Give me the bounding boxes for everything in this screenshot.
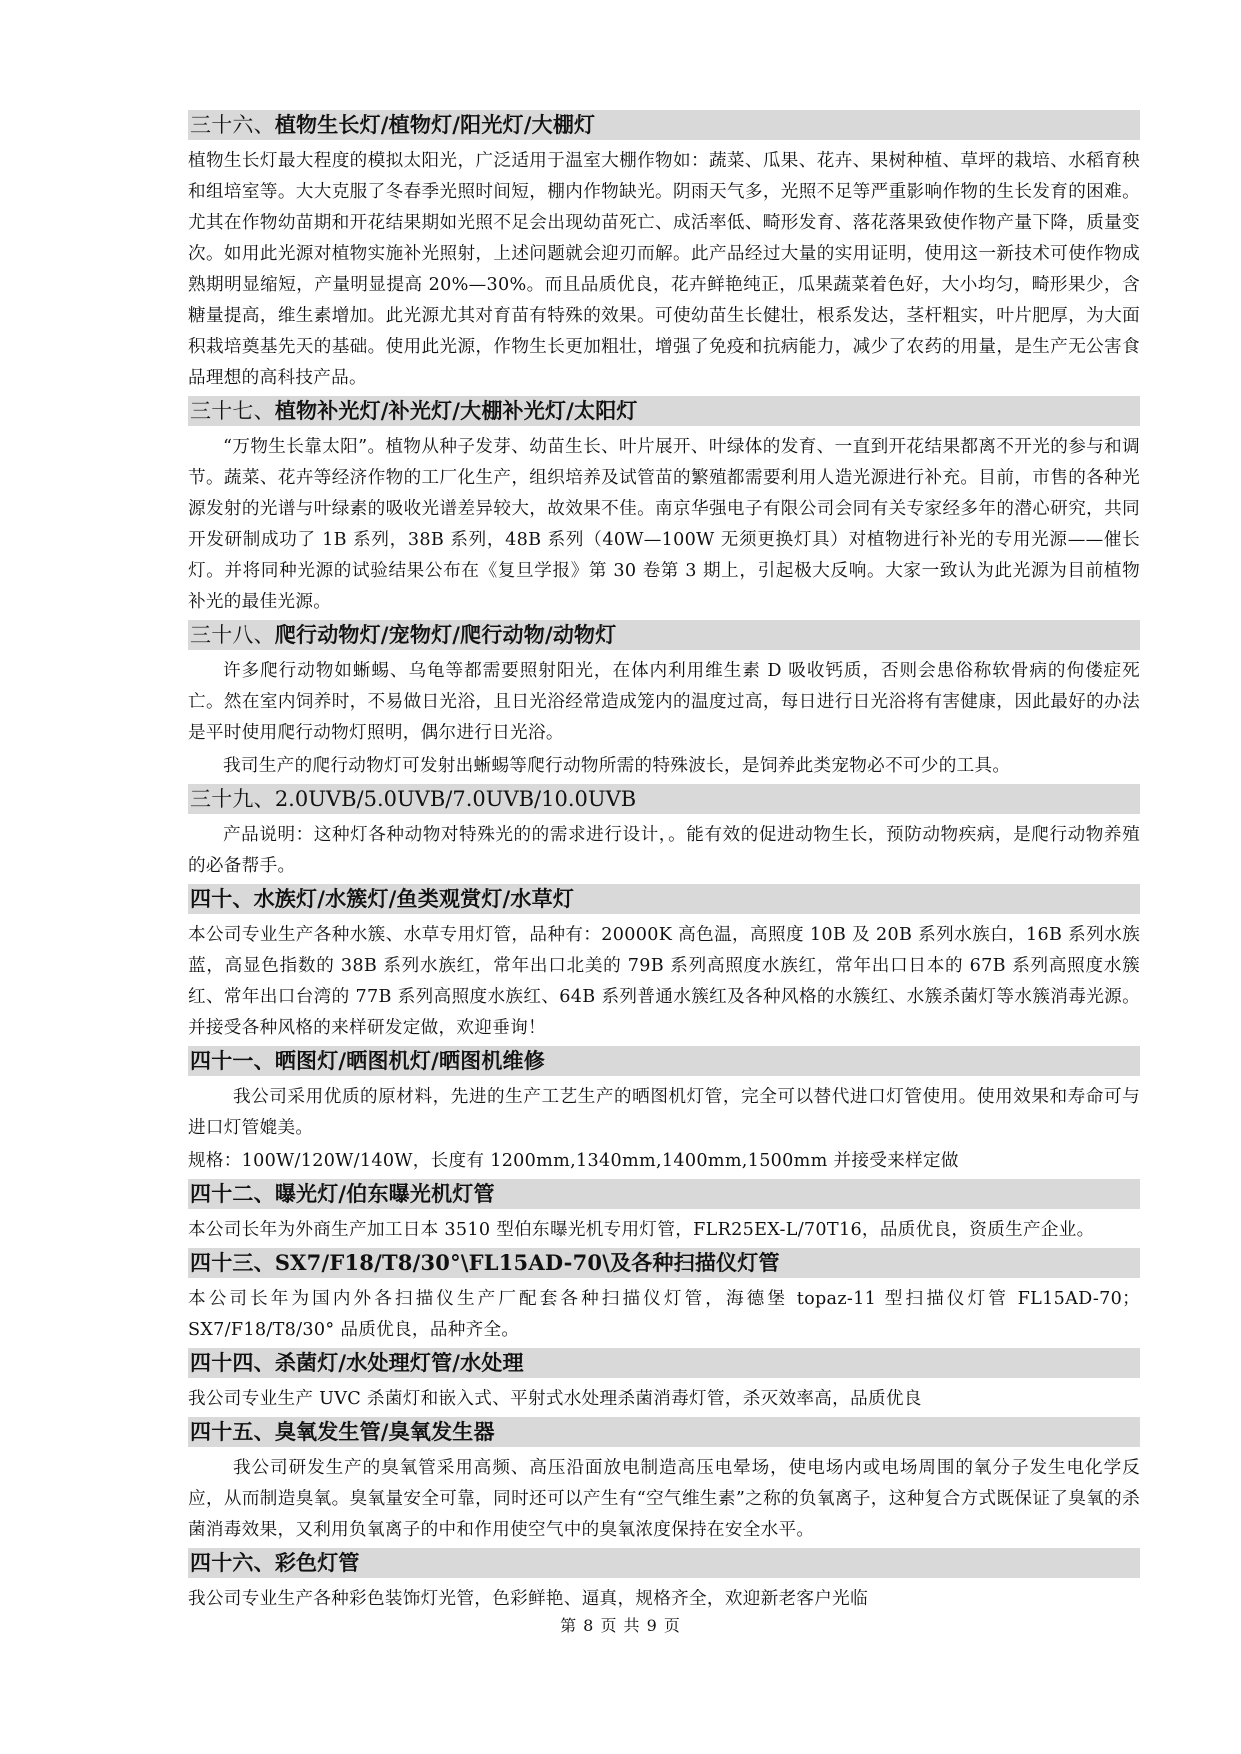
section-title: 爬行动物灯/宠物灯/爬行动物/动物灯 bbox=[274, 622, 617, 647]
section-number: 四十、 bbox=[190, 886, 254, 911]
section-paragraph: 植物生长灯最大程度的模拟太阳光，广泛适用于温室大棚作物如：蔬菜、瓜果、花卉、果树种植、草坪的栽培、水稻育秧和组培室等。大大克服了冬春季光照时间短，棚内作物缺光。阴雨天气多，光照不足等严重影响作物的生长发育的困难。尤其在作物幼苗期和开花结果期如光照不足会出现幼苗死亡、成活率低、畸形发育、落花落果致使作物产量下降，质量变次。如用此光源对植物实施补光照射，上述问题就会迎刃而解。此产品经过大量的实用证明，使用这一新技术可使作物成熟期明显缩短，产量明显提高 20%—30%。而且品质优良，花卉鲜艳纯正，瓜果蔬菜着色好，大小均匀，畸形果少，含糖量提高，维生素增加。此光源尤其对育苗有特殊的效果。可使幼苗生长健壮，根系发达，茎杆粗实，叶片肥厚，为大面积栽培奠基先天的基础。使用此光源，作物生长更加粗壮，增强了免疫和抗病能力，减少了农药的用量，是生产无公害食品理想的高科技产品。 bbox=[188, 151, 1140, 388]
section-number: 三十八、 bbox=[190, 623, 275, 647]
section-heading-38 bbox=[188, 620, 1140, 650]
section-paragraph: “万物生长靠太阳”。植物从种子发芽、幼苗生长、叶片展开、叶绿体的发育、一直到开花结果都离不开光的参与和调节。蔬菜、花卉等经济作物的工厂化生产，组织培养及试管苗的繁殖都需要利用人造光源进行补充。目前，市售的各种光源发射的光谱与叶绿素的吸收光谱差异较大，故效果不佳。南京华强电子有限公司会同有关专家经多年的潜心研究，共同开发研制成功了 1B 系列，38B 系列，48B 系列（40W—100W 无须更换灯具）对植物进行补光的专用光源——催长灯。并将同种光源的试验结果公布在《复旦学报》第 30 卷第 3 期上，引起极大反响。大家一致认为此光源为目前植物补光的最佳光源。 bbox=[188, 437, 1140, 612]
section-title: 植物补光灯/补光灯/大棚补光灯/太阳灯 bbox=[274, 398, 638, 423]
document-body bbox=[188, 110, 1140, 1617]
section-paragraph: 许多爬行动物如蜥蜴、乌龟等都需要照射阳光，在体内利用维生素 D 吸收钙质，否则会患俗称软骨病的佝偻症死亡。然在室内饲养时，不易做日光浴，且日光浴经常造成笼内的温度过高，每日进行日光浴将有害健康，因此最好的办法是平时使用爬行动物灯照明，偶尔进行日光浴。 bbox=[188, 661, 1140, 743]
section-paragraph: 我司生产的爬行动物灯可发射出蜥蜴等爬行动物所需的特殊波长，是饲养此类宠物必不可少的工具。 bbox=[223, 756, 1011, 776]
section-title: 杀菌灯/水处理灯管/水处理 bbox=[274, 1350, 524, 1375]
section-title: 2.0UVB/5.0UVB/7.0UVB/10.0UVB bbox=[274, 787, 637, 811]
section-heading-41 bbox=[188, 1046, 1140, 1076]
section-heading-46 bbox=[188, 1548, 1140, 1578]
section-heading-37 bbox=[188, 396, 1140, 426]
section-heading-44 bbox=[188, 1348, 1140, 1378]
section-number: 四十四、 bbox=[190, 1350, 275, 1375]
section-number: 三十九、 bbox=[190, 787, 275, 811]
section-number: 四十五、 bbox=[190, 1419, 275, 1444]
section-title: 植物生长灯/植物灯/阳光灯/大棚灯 bbox=[274, 112, 596, 137]
section-title: 彩色灯管 bbox=[274, 1550, 360, 1575]
section-paragraph: 我公司采用优质的原材料，先进的生产工艺生产的晒图机灯管，完全可以替代进口灯管使用。使用效果和寿命可与进口灯管媲美。 bbox=[188, 1087, 1140, 1138]
section-number: 四十六、 bbox=[190, 1550, 275, 1575]
section-paragraph: 本公司专业生产各种水簇、水草专用灯管，品种有：20000K 高色温，高照度 10B 及 20B 系列水族白，16B 系列水族蓝，高显色指数的 38B 系列水族红，常年出口北美的 79B 系列高照度水族红，常年出口日本的 67B 系列高照度水簇红、常年出口台湾的 77B 系列高照度水族红、64B 系列普通水簇红及各种风格的水簇红、水簇杀菌灯等水簇消毒光源。并接受各种风格的来样研发定做，欢迎垂询！ bbox=[188, 925, 1140, 1038]
page-footer: 第 8 页 共 9 页 bbox=[560, 1616, 681, 1635]
section-number: 三十七、 bbox=[190, 399, 275, 423]
section-paragraph: 规格：100W/120W/140W，长度有 1200mm,1340mm,1400mm,1500mm 并接受来样定做 bbox=[188, 1151, 959, 1171]
section-number: 四十三、 bbox=[190, 1250, 275, 1275]
section-title: 晒图灯/晒图机灯/晒图机维修 bbox=[274, 1048, 545, 1073]
section-heading-45 bbox=[188, 1417, 1140, 1447]
section-paragraph: 本公司长年为外商生产加工日本 3510 型伯东曝光机专用灯管，FLR25EX-L/70T16，品质优良，资质生产企业。 bbox=[188, 1220, 1095, 1240]
section-paragraph: 产品说明：这种灯各种动物对特殊光的的需求进行设计，。能有效的促进动物生长，预防动物疾病，是爬行动物养殖的必备帮手。 bbox=[188, 825, 1140, 876]
section-title: 水族灯/水簇灯/鱼类观赏灯/水草灯 bbox=[253, 886, 575, 911]
section-paragraph: 本公司长年为国内外各扫描仪生产厂配套各种扫描仪灯管，海德堡 topaz-11 型扫描仪灯管 FL15AD-70；SX7/F18/T8/30° 品质优良，品种齐全。 bbox=[188, 1289, 1140, 1340]
section-heading-39 bbox=[188, 784, 1140, 814]
section-title: SX7/F18/T8/30°\FL15AD-70\及各种扫描仪灯管 bbox=[274, 1250, 780, 1275]
section-number: 四十一、 bbox=[190, 1048, 275, 1073]
section-number: 三十六、 bbox=[190, 113, 275, 137]
section-heading-42 bbox=[188, 1179, 1140, 1209]
section-number: 四十二、 bbox=[190, 1181, 275, 1206]
section-paragraph: 我公司研发生产的臭氧管采用高频、高压沿面放电制造高压电晕场，使电场内或电场周围的氧分子发生电化学反应，从而制造臭氧。臭氧量安全可靠，同时还可以产生有“空气维生素”之称的负氧离子，这种复合方式既保证了臭氧的杀菌消毒效果，又利用负氧离子的中和作用使空气中的臭氧浓度保持在安全水平。 bbox=[188, 1458, 1140, 1540]
section-title: 臭氧发生管/臭氧发生器 bbox=[274, 1419, 495, 1444]
section-heading-43 bbox=[188, 1248, 1140, 1278]
section-paragraph: 我公司专业生产 UVC 杀菌灯和嵌入式、平射式水处理杀菌消毒灯管，杀灭效率高，品质优良 bbox=[188, 1389, 922, 1409]
section-heading-40 bbox=[188, 884, 1140, 914]
section-heading-36 bbox=[188, 110, 1140, 140]
section-title: 曝光灯/伯东曝光机灯管 bbox=[274, 1181, 495, 1206]
section-paragraph: 我公司专业生产各种彩色装饰灯光管，色彩鲜艳、逼真，规格齐全，欢迎新老客户光临 bbox=[188, 1589, 868, 1609]
